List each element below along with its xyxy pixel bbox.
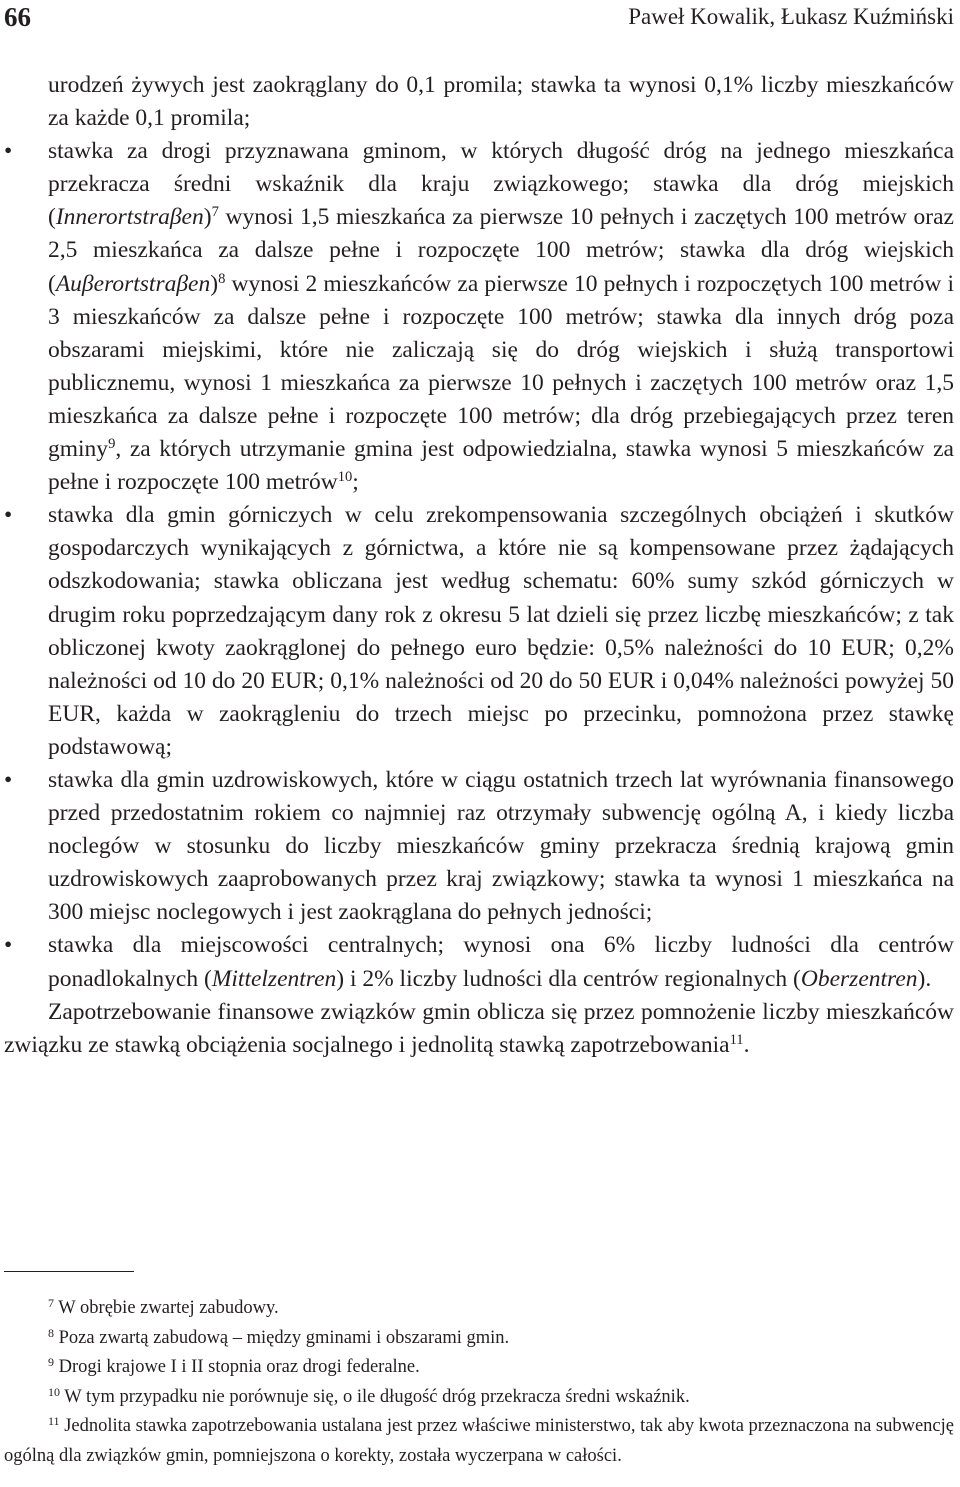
roads-text-1: stawka za drogi przyznawana gminom, w których długość dróg na jednego mieszkańca przekracza średni wskaźnik dla kraju związkowego; stawka dla dróg miejskich ( <box>48 138 954 231</box>
roads-text-3: wynosi 1,5 mieszkańca za pierwsze 10 pełnych i zaczętych 100 metrów oraz 2,5 mieszkańca za dalsze pełne i rozpoczęte 100 metrów; stawka dla dróg wiejskich ( <box>48 204 954 297</box>
roads-text-5: wynosi 2 mieszkańców za pierwsze 10 pełnych i rozpoczętych 100 metrów i 3 mieszkańców za dalsze pełne i rozpoczęte 100 metrów; stawka dla innych dróg poza obszarami miejskimi, które nie zaliczają się do dróg wiejskich i służą transportowi publicznemu, wynosi 1 mieszkańca za pierwsze 10 pełnych i zaczętych 100 metrów oraz 1,5 mieszkańca za dalsze pełne i rozpoczęte 100 metrów; dla dróg przebiegających przez teren gminy <box>48 270 954 463</box>
footnote-10 <box>4 1383 954 1413</box>
footnote-8 <box>4 1324 954 1354</box>
roads-text-2: ) <box>203 204 212 231</box>
term-innerortstrassen: Innerortstraβen <box>55 204 204 231</box>
footnote-text: Poza zwartą zabudową – między gminami i obszarami gmin. <box>54 1327 510 1348</box>
spa-text: stawka dla gmin uzdrowiskowych, które w ciągu ostatnich trzech lat wyrównania finansowego przed przedostatnim rokiem co najmniej raz otrzymały subwencję ogólną A, i kiedy liczba noclegów w stosunku do liczby mieszkańców gminy przekracza średnią krajową gmin uzdrowiskowych zaaprobowanych przez kraj związkowy; stawka ta wynosi 1 mieszkańca na 300 miejsc noclegowych i jest zaokrąglana do pełnych jedności; <box>48 766 954 926</box>
paragraph-end: . <box>743 1031 750 1058</box>
footnote-ref-8[interactable]: 8 <box>218 270 226 287</box>
paragraph-demand <box>4 996 954 1062</box>
footnote-number: 11 <box>48 1414 60 1428</box>
footnote-text: W tym przypadku nie porównuje się, o ile długość dróg przekracza średni wskaźnik. <box>60 1386 690 1407</box>
footnote-ref-11[interactable]: 11 <box>729 1031 744 1048</box>
footnote-ref-9[interactable]: 9 <box>108 436 116 453</box>
central-text-2: ) i 2% liczby ludności dla centrów regionalnych ( <box>336 965 801 992</box>
bullet-icon: • <box>4 766 13 793</box>
footnote-number: 7 <box>48 1296 55 1310</box>
list-item-continued: urodzeń żywych jest zaokrąglany do 0,1 promila; stawka ta wynosi 0,1% liczby mieszkańców za każde 0,1 promila; <box>48 72 954 132</box>
bullet-icon: • <box>4 138 13 165</box>
main-text <box>4 69 954 1062</box>
mining-text: stawka dla gmin górniczych w celu zrekompensowania szczególnych obciążeń i skutków gospodarczych wynikających z górnictwa, a które nie są kompensowane przez żądających odszkodowania; stawka obliczana jest według schematu: 60% sumy szkód górniczych w drugim roku poprzedzającym dany rok z okresu 5 lat dzieli się przez liczbę mieszkańców; z tak obliczonej kwoty zaokrąglonej do pełnego euro będzie: 0,5% należności do 10 EUR; 0,2% należności od 10 do 20 EUR; 0,1% należności od 20 do 50 EUR i 0,04% należności powyżej 50 EUR, każda w zaokrągleniu do trzech miejsc po przecinku, pomnożona przez stawkę podstawową; <box>48 502 954 760</box>
bullet-icon: • <box>4 502 13 529</box>
roads-text-4: ) <box>210 270 219 297</box>
footnote-text: W obrębie zwartej zabudowy. <box>54 1298 279 1318</box>
term-oberzentren: Oberzentren <box>800 965 918 992</box>
roads-text-7: ; <box>352 469 359 496</box>
list-item-central <box>4 929 954 995</box>
footnote-number: 8 <box>48 1325 55 1340</box>
footnote-9 <box>4 1353 954 1383</box>
central-text-3: ). <box>917 965 932 992</box>
roads-text-6: , za których utrzymanie gmina jest odpowiedzialna, stawka wynosi 5 mieszkańców za pełne i rozpoczęte 100 metrów <box>48 436 954 496</box>
footnote-number: 9 <box>48 1355 55 1369</box>
list-item-roads <box>4 135 954 499</box>
central-text-1: stawka dla miejscowości centralnych; wynosi ona 6% liczby ludności dla centrów ponadlokalnych ( <box>48 932 954 992</box>
term-mittelzentren: Mittelzentren <box>211 965 337 992</box>
footnote-ref-10[interactable]: 10 <box>337 469 353 486</box>
term-aussenortstrassen: Auβerortstraβen <box>55 270 211 297</box>
footnote-ref-7[interactable]: 7 <box>211 204 219 221</box>
footnotes <box>4 1294 954 1471</box>
footnote-11 <box>4 1412 954 1471</box>
paragraph-text: Zapotrzebowanie finansowe związków gmin oblicza się przez pomnożenie liczby mieszkańców związku ze stawką obciążenia socjalnego i jednolitą stawką zapotrzebowania <box>4 998 954 1058</box>
list-item-spa <box>4 764 954 929</box>
footnote-text: Jednolita stawka zapotrzebowania ustalana jest przez właściwe ministerstwo, tak aby kwota przeznaczona na subwencję ogólną dla związków gmin, pomniejszona o korekty, została wyczerpana w całości. <box>4 1416 954 1466</box>
footnote-7 <box>4 1294 954 1324</box>
bullet-icon: • <box>4 932 13 959</box>
footnote-number: 10 <box>48 1384 61 1399</box>
page-number: 66 <box>4 2 31 32</box>
running-header-authors: Paweł Kowalik, Łukasz Kuźmiński <box>628 4 954 29</box>
footnote-text: Drogi krajowe I i II stopnia oraz drogi federalne. <box>54 1357 420 1377</box>
list-item-mining <box>4 499 954 764</box>
footnote-separator <box>4 1271 134 1272</box>
